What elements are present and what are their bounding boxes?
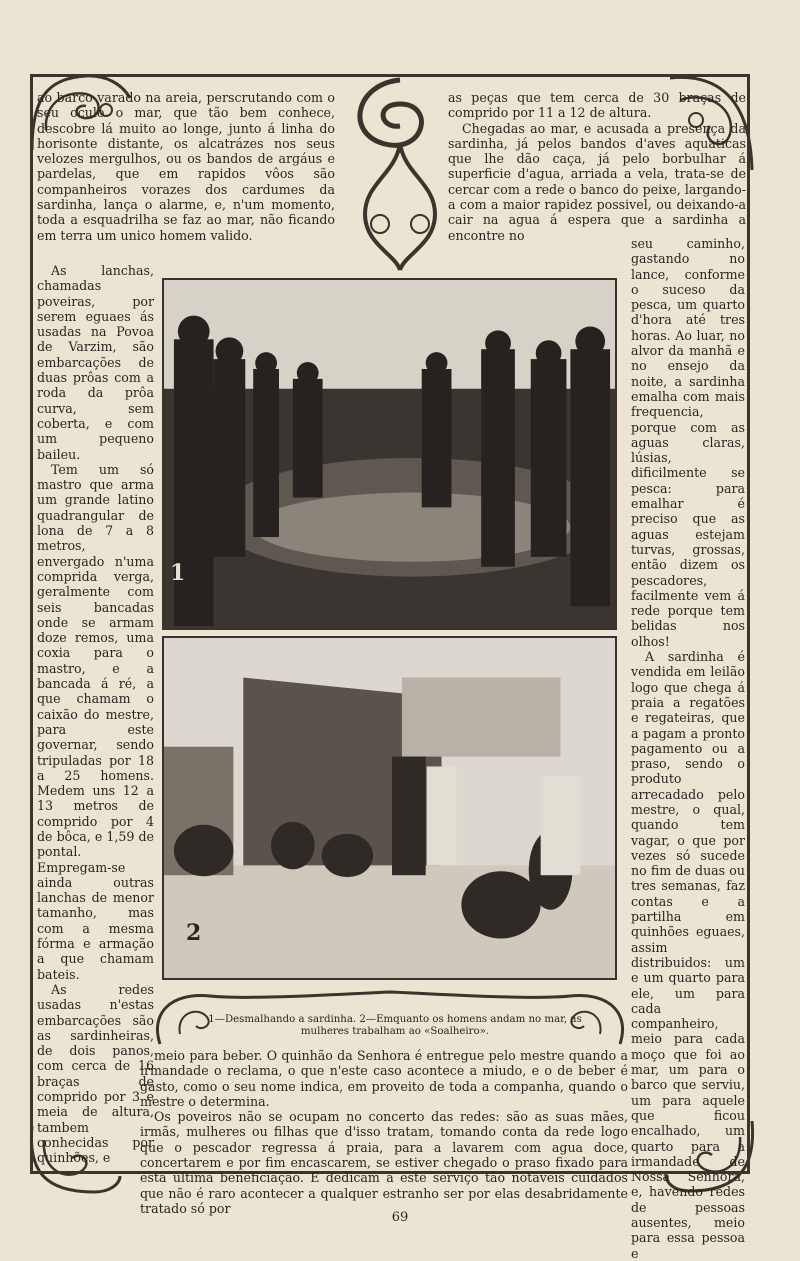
paragraph: Chegadas ao mar, e acusada a presença da sardinha, já pelos bandos d'aves aquaticas que lhe dão caça, já pelo borbulhar á superficie d'agua, arriada a vela, trata-se de cercar com a rede o banco do peixe, largando-a com a maior rapidez possivel, ou deixando-a cair na agua á espera que a sardinha a encontre no	[448, 120, 746, 243]
photo-number-2: 2	[186, 920, 202, 946]
paragraph: Tem um só mastro que arma um grande latino quadrangular de lona de 7 a 8 metros, envergado n'uma comprida verga, geralmente com seis bancadas onde se armam doze remos, uma coxia para o mastro, e a bancada á ré, a que chamam o caixão do mestre, para este governar, sendo tripuladas por 18 a 25 homens. Medem uns 12 a 13 metros de comprido por 4 de bôca, e 1,59 de pontal. Empregam-se ainda outras lanchas de menor tamanho, mas com a mesma fórma e armação a que chamam bateis.	[37, 461, 154, 982]
paragraph: As redes usadas n'estas embarcações são as sardinheiras, de dois panos, com cerca de 16 braças de comprido por 3 e meia de altura, tambem conhecidas por quinhões, e	[37, 981, 154, 1166]
page-number: 69	[391, 1210, 409, 1225]
photo-fishermen-net	[162, 278, 617, 630]
photo-number-1: 1	[170, 560, 186, 586]
text-right-top	[448, 90, 746, 243]
paragraph: ao barco varado na areia, perscrutando com o seu oculo o mar, que tão bem conhece, descobre lá muito ao longe, junto á linha do horisonte distante, os alcatrázes nos seus velozes mergulhos, ou os bandos de argáus e pardelas, que em rapidos vôos são companheiros vorazes dos cardumes da sardinha, lança o alarme, e, n'um momento, toda a esquadrilha se faz ao mar, não ficando em terra um unico homem valido.	[37, 90, 335, 243]
photo-women-soalheiro	[162, 636, 617, 980]
text-bottom	[140, 1048, 628, 1216]
paragraph: meio para beber. O quinhão da Senhora é entregue pelo mestre quando a irmandade o reclama, o que n'este caso acontece a miudo, e o de beber é gasto, como o seu nome indica, em proveito de toda a companha, quando o mestre o determina.	[140, 1048, 628, 1109]
center-ornament-top	[335, 74, 465, 274]
text-left-column	[37, 263, 154, 1166]
text-right-column	[631, 236, 745, 1261]
paragraph: as peças que tem cerca de 30 braças de comprido por 11 a 12 de altura.	[448, 90, 746, 121]
paragraph: Os poveiros não se ocupam no concerto das redes: são as suas mães, irmãs, mulheres ou filhas que d'isso tratam, tomando conta da rede logo que o pescador regressa á praia, para a lavarem com agua doce, concertarem e por fim encascarem, se estiver chegado o praso fixado para esta ultima beneficiação. E dedicam a este serviço tão notaveis cuidados que não é raro acontecer a qualquer estranho ser por elas desabridamente tratado só por	[140, 1109, 628, 1216]
paragraph: seu caminho, gastando no lance, conforme o suceso da pesca, um quarto d'hora até tres horas. Ao luar, no alvor da manhã e no ensejo da noite, a sardinha emalha com mais frequencia, porque com as aguas claras, lúsias, dificilmente se pesca: para emalhar é preciso que as aguas estejam turvas, grossas, então dizem os pescadores, facilmente vem á rede porque tem belidas nos olhos!	[631, 236, 745, 649]
paragraph: A sardinha é vendida em leilão logo que chega á praia a regatões e regateiras, que a pagam a pronto pagamento ou a praso, sendo o produto arrecadado pelo mestre, o qual, quando tem vagar, o que por vezes só sucede no fim de duas ou tres semanas, faz contas e a partilha em quinhões eguaes, assim distribuidos: um e um quarto para ele, um para cada companheiro, meio para cada moço que foi ao mar, um para o barco que serviu, um para aquele que ficou encalhado, um quarto para a irmandade de Nossa Senhora, e, havendo redes de pessoas ausentes, meio para essa pessoa e	[631, 649, 745, 1261]
paragraph: As lanchas, chamadas poveiras, por serem eguaes ás usadas na Povoa de Varzim, são embarcações de duas prôas com a roda da prôa curva, sem coberta, e com um pequeno baileu.	[37, 263, 154, 462]
text-left-top	[37, 90, 335, 243]
photo-caption: 1—Desmalhando a sardinha. 2—Emquanto os homens andam no mar, as mulheres trabalham ao «Soalheiro».	[208, 1014, 582, 1037]
